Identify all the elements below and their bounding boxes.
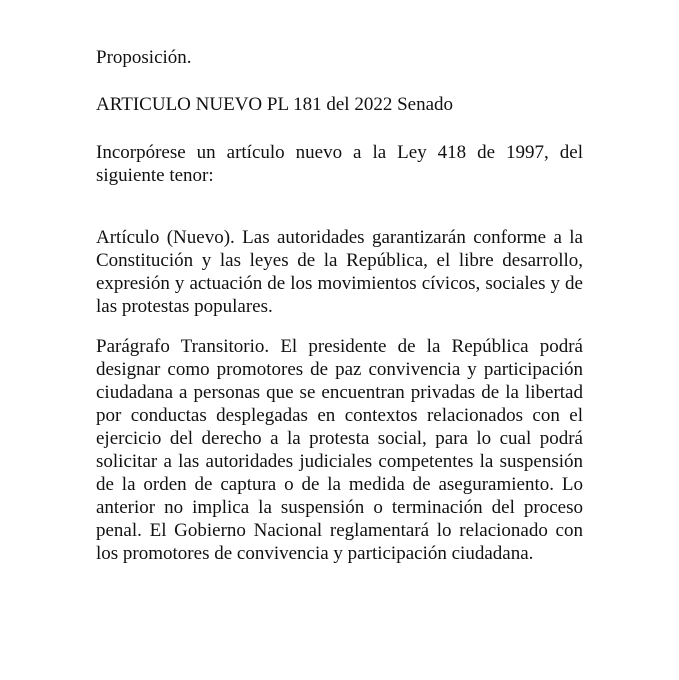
article-paragraph: Artículo (Nuevo). Las autoridades garantizarán conforme a la Constitución y las leyes de la República, el libre desarrollo, expresión y actuación de los movimientos cívicos, sociales y de las protestas populares. [96,227,583,317]
transitional-paragraph: Parágrafo Transitorio. El presidente de la República podrá designar como promotores de paz convivencia y participación ciudadana a personas que se encuentran privadas de la libertad por conductas desplegadas en contextos relacionados con el ejercicio del derecho a la protesta social, para lo cual podrá solicitar a las autoridades judiciales competentes la suspensión de la orden de captura o de la medida de aseguramiento. Lo anterior no implica la suspensión o terminación del proceso penal. El Gobierno Nacional reglamentará lo relacionado con los promotores de convivencia y participación ciudadana. [96,336,583,564]
document-title: Proposición. [96,47,192,68]
article-heading: ARTICULO NUEVO PL 181 del 2022 Senado [96,94,454,115]
intro-paragraph: Incorpórese un artículo nuevo a la Ley 418 de 1997, del siguiente tenor: [96,142,583,186]
